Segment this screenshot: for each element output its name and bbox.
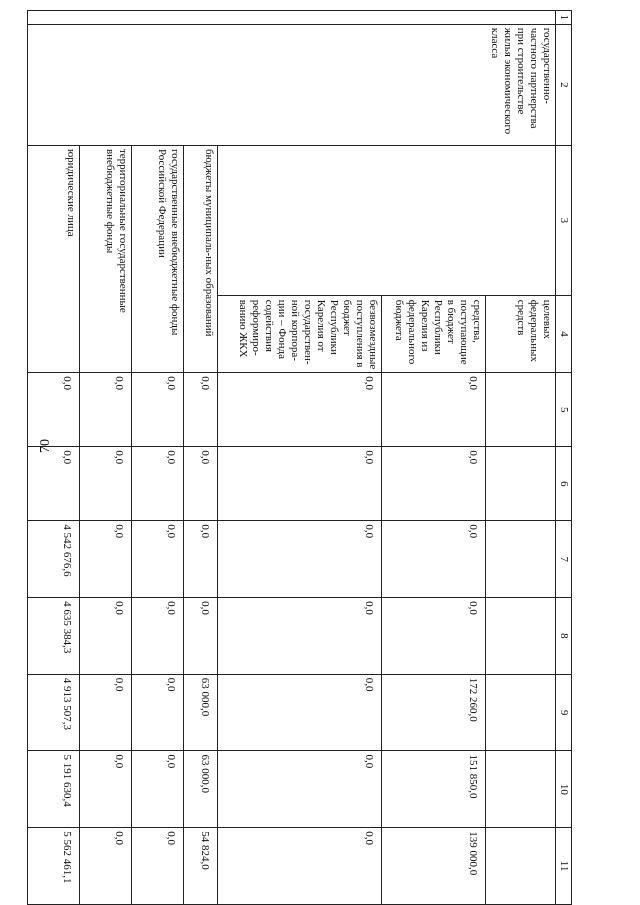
value-cell: 0,0	[382, 598, 486, 675]
source-label: территориальные государственные внебюджетные фонды	[80, 145, 132, 372]
value-cell: 0,0	[132, 521, 184, 598]
value-cell: 0,0	[28, 447, 80, 521]
page-number: 70	[38, 439, 53, 453]
column-number: 10	[556, 751, 572, 828]
cell-blank	[486, 598, 556, 675]
value-cell: 0,0	[132, 751, 184, 828]
source-continuation: целевых федеральных средств	[486, 295, 556, 373]
column-number: 4	[556, 295, 572, 373]
column-number: 1	[556, 11, 572, 25]
source-label: безвозмездные поступления в бюджет Республики Карелия от государствен-ной корпора-ции – Фонда содействия реформиро-ванию ЖКХ	[218, 295, 382, 373]
value-cell: 0,0	[218, 828, 382, 905]
value-cell: 4 635 384,3	[28, 598, 80, 675]
value-cell: 0,0	[80, 521, 132, 598]
value-cell: 0,0	[218, 598, 382, 675]
value-cell: 0,0	[132, 674, 184, 751]
source-label: средства, поступающие в бюджет Республики Карелия из федерального бюджета	[382, 295, 486, 373]
column-number: 7	[556, 521, 572, 598]
value-cell: 0,0	[132, 828, 184, 905]
budget-table	[27, 10, 572, 905]
value-cell: 5 562 461,1	[28, 828, 80, 905]
value-cell: 54 824,0	[184, 828, 218, 905]
value-cell: 0,0	[184, 598, 218, 675]
value-cell: 0,0	[218, 373, 382, 447]
column-number: 6	[556, 447, 572, 521]
value-cell: 0,0	[218, 521, 382, 598]
value-cell: 0,0	[28, 373, 80, 447]
table-row	[28, 11, 80, 905]
source-label: государственные внебюджетные фонды Российской Федерации	[132, 145, 184, 372]
cell-blank	[486, 447, 556, 521]
value-cell: 0,0	[80, 828, 132, 905]
value-cell: 151 850,0	[382, 751, 486, 828]
value-cell: 63 000,0	[184, 751, 218, 828]
value-cell: 0,0	[184, 447, 218, 521]
source-label: бюджеты муниципаль-ных образований	[184, 145, 218, 372]
value-cell: 0,0	[80, 751, 132, 828]
column-number: 2	[556, 24, 572, 145]
value-cell: 0,0	[80, 674, 132, 751]
value-cell: 0,0	[132, 373, 184, 447]
value-cell: 0,0	[218, 447, 382, 521]
value-cell: 139 000,0	[382, 828, 486, 905]
value-cell: 0,0	[382, 373, 486, 447]
column-number-row	[556, 11, 572, 905]
value-cell: 0,0	[184, 521, 218, 598]
value-cell: 4 542 676,6	[28, 521, 80, 598]
value-cell: 4 913 507,3	[28, 674, 80, 751]
value-cell: 0,0	[382, 447, 486, 521]
continuation-row	[486, 11, 556, 905]
cell-blank	[486, 828, 556, 905]
value-cell: 63 000,0	[184, 674, 218, 751]
cell-col3	[218, 145, 556, 295]
value-cell: 172 260,0	[382, 674, 486, 751]
value-cell: 0,0	[218, 751, 382, 828]
table-row	[184, 11, 218, 905]
table-row	[132, 11, 184, 905]
value-cell: 0,0	[80, 598, 132, 675]
program-label: государственно-частного партнерства при строительстве жилья экономического класса	[28, 24, 556, 145]
value-cell: 0,0	[80, 373, 132, 447]
cell-col1	[28, 11, 556, 25]
value-cell: 0,0	[80, 447, 132, 521]
column-number: 8	[556, 598, 572, 675]
value-cell: 0,0	[132, 447, 184, 521]
cell-blank	[486, 674, 556, 751]
cell-blank	[486, 521, 556, 598]
column-number: 11	[556, 828, 572, 905]
value-cell: 0,0	[382, 521, 486, 598]
column-number: 9	[556, 674, 572, 751]
column-number: 3	[556, 145, 572, 295]
column-number: 5	[556, 373, 572, 447]
value-cell: 0,0	[132, 598, 184, 675]
cell-blank	[486, 751, 556, 828]
value-cell: 5 191 630,4	[28, 751, 80, 828]
source-label: юридические лица	[28, 145, 80, 372]
cell-blank	[486, 373, 556, 447]
table-row	[80, 11, 132, 905]
value-cell: 0,0	[218, 674, 382, 751]
value-cell: 0,0	[184, 373, 218, 447]
